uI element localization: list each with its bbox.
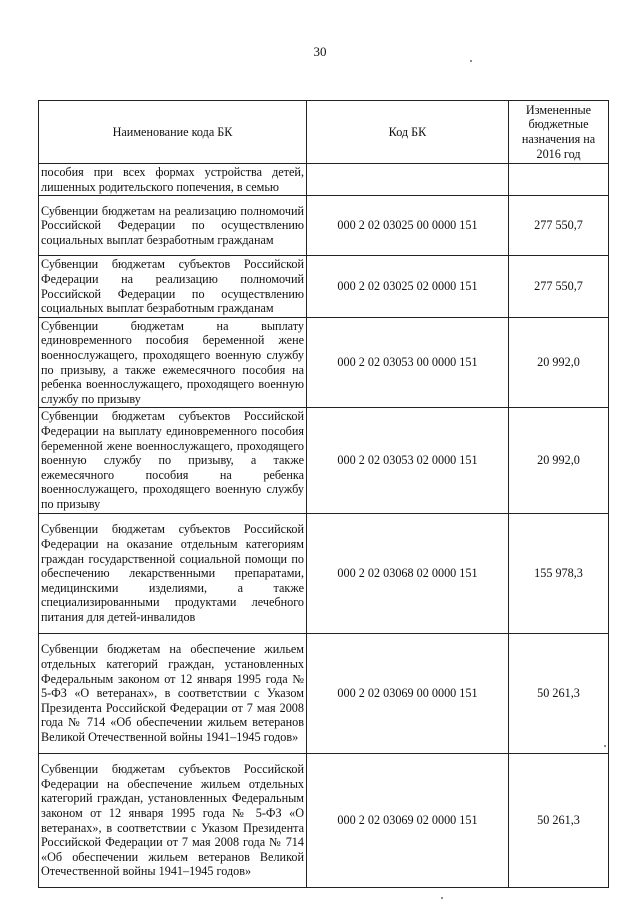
row-code [307,164,509,196]
budget-table [38,100,609,888]
table-row [39,318,609,408]
row-amount: 20 992,0 [509,408,609,514]
row-code: 000 2 02 03025 00 0000 151 [307,196,509,256]
row-name: пособия при всех формах устройства детей, лишенных родительского попечения, в семью [39,164,307,196]
row-code: 000 2 02 03025 02 0000 151 [307,256,509,318]
header-amount: Измененные бюджетные назначения на 2016 год [509,101,609,164]
table-row [39,634,609,754]
row-code: 000 2 02 03069 00 0000 151 [307,634,509,754]
scan-speck [441,897,443,899]
row-code: 000 2 02 03053 00 0000 151 [307,318,509,408]
table-row [39,754,609,888]
row-amount: 277 550,7 [509,256,609,318]
table-row [39,256,609,318]
row-name: Субвенции бюджетам на выплату единовременного пособия беременной жене военнослужащего, проходящего военную службу по призыву, а также ежемесячного пособия на ребенка военнослужащего, проходящего военную службу по призыву [39,318,307,408]
header-name: Наименование кода БК [39,101,307,164]
header-code: Код БК [307,101,509,164]
row-name: Субвенции бюджетам субъектов Российской Федерации на обеспечение жильем отдельных категорий граждан, установленных Федеральным законом от 12 января 1995 года № 5-ФЗ «О ветеранах», в соответствии с Указом Президента Российской Федерации от 7 мая 2008 года № 714 «Об обеспечении жильем ветеранов Великой Отечественной войны 1941–1945 годов» [39,754,307,888]
page-number: 30 [313,44,327,59]
row-amount: 20 992,0 [509,318,609,408]
row-amount: 50 261,3 [509,634,609,754]
table-row [39,196,609,256]
row-name: Субвенции бюджетам на обеспечение жильем отдельных категорий граждан, установленных Федеральным законом от 12 января 1995 года № 5-ФЗ «О ветеранах», в соответствии с Указом Президента Российской Федерации от 7 мая 2008 года № 714 «Об обеспечении жильем ветеранов Великой Отечественной войны 1941–1945 годов» [39,634,307,754]
row-code: 000 2 02 03069 02 0000 151 [307,754,509,888]
row-amount [509,164,609,196]
table-row [39,514,609,634]
row-code: 000 2 02 03068 02 0000 151 [307,514,509,634]
row-name: Субвенции бюджетам субъектов Российской Федерации на реализацию полномочий Российской Федерации по осуществлению социальных выплат безработным гражданам [39,256,307,318]
row-amount: 50 261,3 [509,754,609,888]
scan-speck [604,745,606,747]
table-header-row [39,101,609,164]
row-name: Субвенции бюджетам субъектов Российской Федерации на выплату единовременного пособия беременной жене военнослужащего, проходящего военную службу по призыву, а также ежемесячного пособия на ребенка военнослужащего, проходящего военную службу по призыву [39,408,307,514]
row-amount: 155 978,3 [509,514,609,634]
scan-speck [470,60,472,62]
table-row [39,164,609,196]
row-name: Субвенции бюджетам субъектов Российской Федерации на оказание отдельным категориям граждан государственной социальной помощи по обеспечению лекарственными препаратами, медицинскими изделиями, а также специализированными продуктами лечебного питания для детей-инвалидов [39,514,307,634]
row-amount: 277 550,7 [509,196,609,256]
row-name: Субвенции бюджетам на реализацию полномочий Российской Федерации по осуществлению социальных выплат безработным гражданам [39,196,307,256]
row-code: 000 2 02 03053 02 0000 151 [307,408,509,514]
table-row [39,408,609,514]
